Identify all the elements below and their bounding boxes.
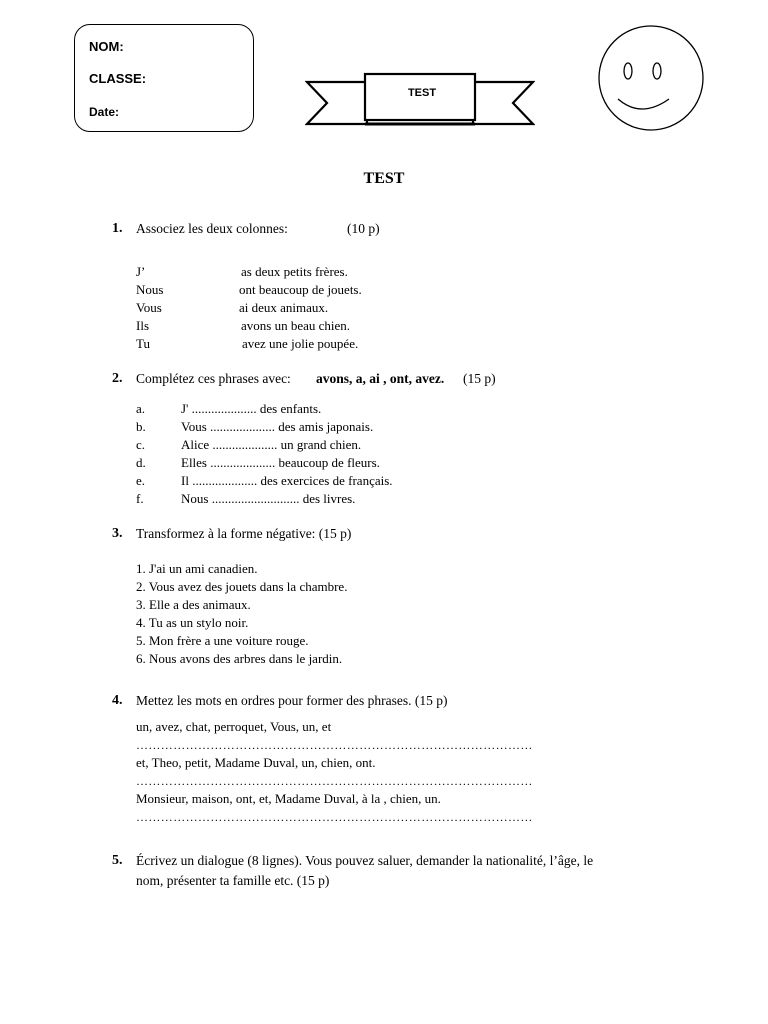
- q2-sentence: J' .................... des enfants.: [181, 401, 322, 416]
- q2-word-list: avons, a, ai , ont, avez.: [316, 371, 445, 386]
- q2-sentence: Alice .................... un grand chien.: [181, 437, 362, 452]
- q2-letter: b.: [136, 419, 146, 434]
- date-label: Date:: [89, 105, 120, 119]
- q5-instruction-line1: Écrivez un dialogue (8 lignes). Vous pouvez saluer, demander la nationalité, l’âge, le: [136, 853, 594, 868]
- q1-right-item: as deux petits frères.: [241, 264, 348, 279]
- q1-left-item: Tu: [136, 336, 150, 351]
- q1-left-item: J’: [136, 264, 146, 279]
- q1-instruction: Associez les deux colonnes:: [136, 221, 288, 236]
- q4-instruction: Mettez les mots en ordres pour former des phrases. (15 p): [136, 693, 448, 708]
- q5-instruction-line2: nom, présenter ta famille etc. (15 p): [136, 873, 330, 888]
- q4-word-list: Monsieur, maison, ont, et, Madame Duval, à la , chien, un.: [136, 791, 441, 806]
- q2-letter: e.: [136, 473, 146, 488]
- student-info-box: [74, 24, 254, 132]
- q3-sentence: 3. Elle a des animaux.: [136, 597, 251, 612]
- q2-instruction: Complétez ces phrases avec:: [136, 371, 291, 386]
- smiley-face-icon: [597, 24, 705, 132]
- q2-letter: f.: [136, 491, 144, 506]
- q3-sentence: 1. J'ai un ami canadien.: [136, 561, 258, 576]
- q2-letter: c.: [136, 437, 146, 452]
- q3-sentence: 4. Tu as un stylo noir.: [136, 615, 249, 630]
- q1-right-item: ai deux animaux.: [239, 300, 329, 315]
- q2-sentence: Elles .................... beaucoup de fleurs.: [181, 455, 380, 470]
- q2-sentence: Vous .................... des amis japonais.: [181, 419, 374, 434]
- q1-number: 1.: [112, 221, 123, 236]
- q2-letter: a.: [136, 401, 146, 416]
- q2-letter: d.: [136, 455, 146, 470]
- q1-right-item: avons un beau chien.: [241, 318, 351, 333]
- q4-number: 4.: [112, 693, 123, 708]
- q3-sentence: 2. Vous avez des jouets dans la chambre.: [136, 579, 348, 594]
- q5-number: 5.: [112, 853, 123, 868]
- q3-number: 3.: [112, 526, 123, 541]
- q3-sentence: 6. Nous avons des arbres dans le jardin.: [136, 651, 343, 666]
- q4-answer-line: ……………………………………………………………………………………: [136, 738, 533, 752]
- q2-number: 2.: [112, 371, 123, 386]
- q1-left-item: Ils: [136, 318, 149, 333]
- q2-sentence: Il .................... des exercices de français.: [181, 473, 393, 488]
- q1-right-item: avez une jolie poupée.: [242, 336, 359, 351]
- q1-points: (10 p): [347, 221, 380, 236]
- page-title: TEST: [363, 170, 405, 187]
- q4-word-list: et, Theo, petit, Madame Duval, un, chien, ont.: [136, 755, 376, 770]
- q3-instruction: Transformez à la forme négative: (15 p): [136, 526, 352, 541]
- q1-left-item: Vous: [136, 300, 162, 315]
- banner-label: TEST: [407, 87, 437, 99]
- q4-answer-line: ……………………………………………………………………………………: [136, 774, 533, 788]
- q4-answer-line: ……………………………………………………………………………………: [136, 810, 533, 824]
- q1-right-item: ont beaucoup de jouets.: [239, 282, 362, 297]
- q1-left-item: Nous: [136, 282, 164, 297]
- ribbon-banner-icon: [305, 72, 535, 132]
- q2-sentence: Nous ........................... des livres.: [181, 491, 356, 506]
- q4-word-list: un, avez, chat, perroquet, Vous, un, et: [136, 719, 332, 734]
- q2-points: (15 p): [463, 371, 496, 386]
- q3-sentence: 5. Mon frère a une voiture rouge.: [136, 633, 309, 648]
- nom-label: NOM:: [89, 39, 124, 54]
- classe-label: CLASSE:: [89, 71, 147, 86]
